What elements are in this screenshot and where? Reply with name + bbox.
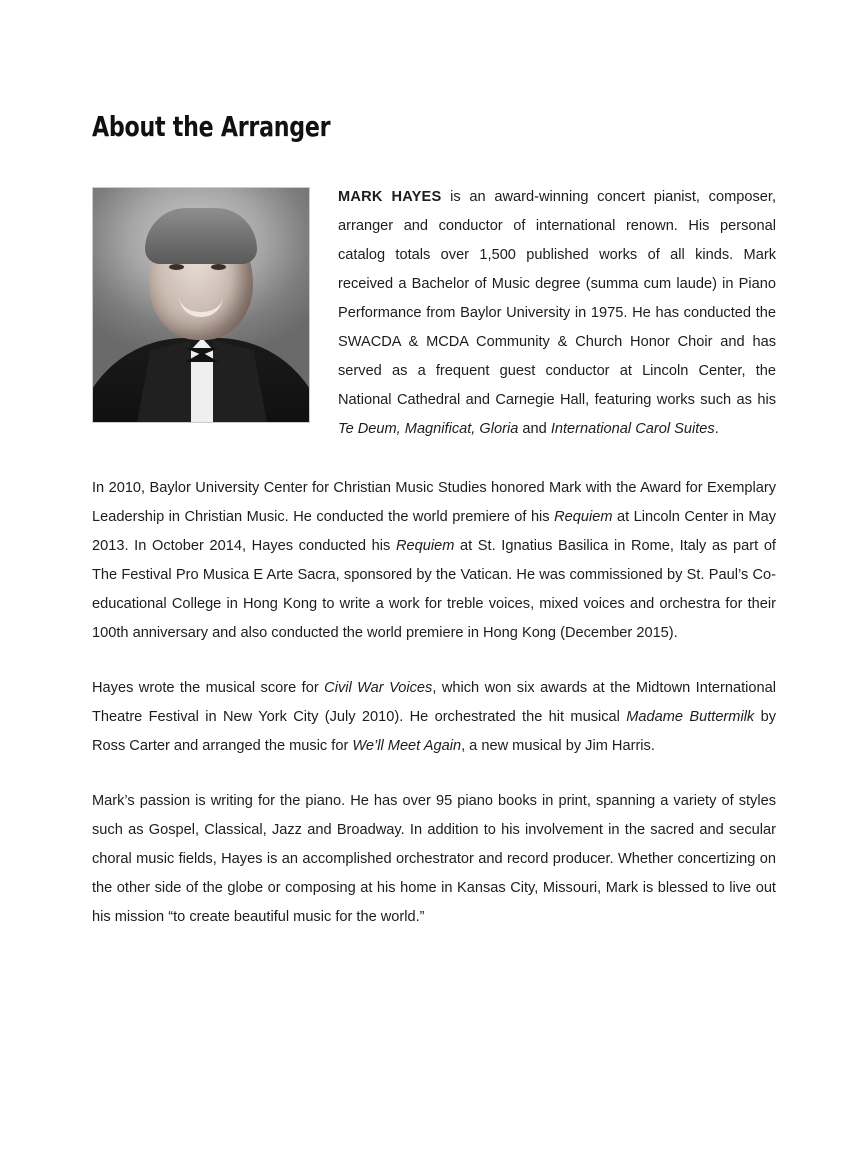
theatre-italic-2: Madame Buttermilk <box>626 709 755 725</box>
theatre-part-3: by Ross Carter and arranged the music for <box>92 709 776 754</box>
intro-works-second: International Carol Suites <box>550 421 715 437</box>
awards-part-1: In 2010, Baylor University Center for Christian Music Studies honored Mark with the Award for Exemplary Leadership in Christian Music. He conducted the world premiere of his <box>92 480 776 525</box>
theatre-part-4: , a new musical by Jim Harris. <box>461 738 655 754</box>
intro-block <box>92 183 776 444</box>
page-title: About the Arranger <box>92 110 331 143</box>
intro-conjunction: and <box>518 421 551 437</box>
theatre-part-1: Hayes wrote the musical score for <box>92 680 325 696</box>
intro-period: . <box>714 421 719 437</box>
arranger-portrait-image <box>92 187 310 423</box>
awards-italic-2: Requiem <box>395 538 455 554</box>
theatre-part-2: , which won six awards at the Midtown International Theatre Festival in New York City (July 2010). He orchestrated the hit musical <box>92 680 776 725</box>
awards-part-3: at St. Ignatius Basilica in Rome, Italy as part of The Festival Pro Musica E Arte Sacra, sponsored by the Vatican. He was commissioned by St. Paul’s Co-educational College in Hong Kong to write a work for treble voices, mixed voices and orchestra for their 100th anniversary and also conducted the world premiere in Hong Kong (December 2015). <box>92 538 776 641</box>
paragraph-awards <box>92 474 776 648</box>
portrait-hair <box>145 208 257 264</box>
intro-works-first: Te Deum, Magnificat, Gloria <box>338 421 519 437</box>
theatre-italic-1: Civil War Voices <box>324 680 433 696</box>
awards-italic-1: Requiem <box>554 509 613 525</box>
paragraph-theatre <box>92 674 776 761</box>
paragraph-piano <box>92 787 776 932</box>
piano-part-1: Mark’s passion is writing for the piano. He has over 95 piano books in print, spanning a variety of styles such as Gospel, Classical, Jazz and Broadway. In addition to his involvement in the sacred and secular choral music fields, Hayes is an accomplished orchestrator and record producer. Whether concertizing on the other side of the globe or composing at his home in Kansas City, Missouri, Mark is blessed to live out his mission “to create beautiful music for the world.” <box>92 793 776 925</box>
awards-part-2: at Lincoln Center in May 2013. In October 2014, Hayes conducted his <box>92 509 776 554</box>
theatre-italic-3: We’ll Meet Again <box>352 738 462 754</box>
portrait-eye-right <box>211 264 226 270</box>
arranger-name: MARK HAYES <box>338 189 442 205</box>
intro-body: is an award-winning concert pianist, composer, arranger and conductor of international renown. His personal catalog totals over 1,500 published works of all kinds. Mark received a Bachelor of Music degree (summa cum laude) in Piano Performance from Baylor University in 1975. He has conducted the SWACDA & MCDA Community & Church Honor Choir and has served as a frequent guest conductor at Lincoln Center, the National Cathedral and Carnegie Hall, featuring works such as his <box>338 189 776 408</box>
section-spacer <box>92 444 776 474</box>
portrait-eye-left <box>169 264 184 270</box>
